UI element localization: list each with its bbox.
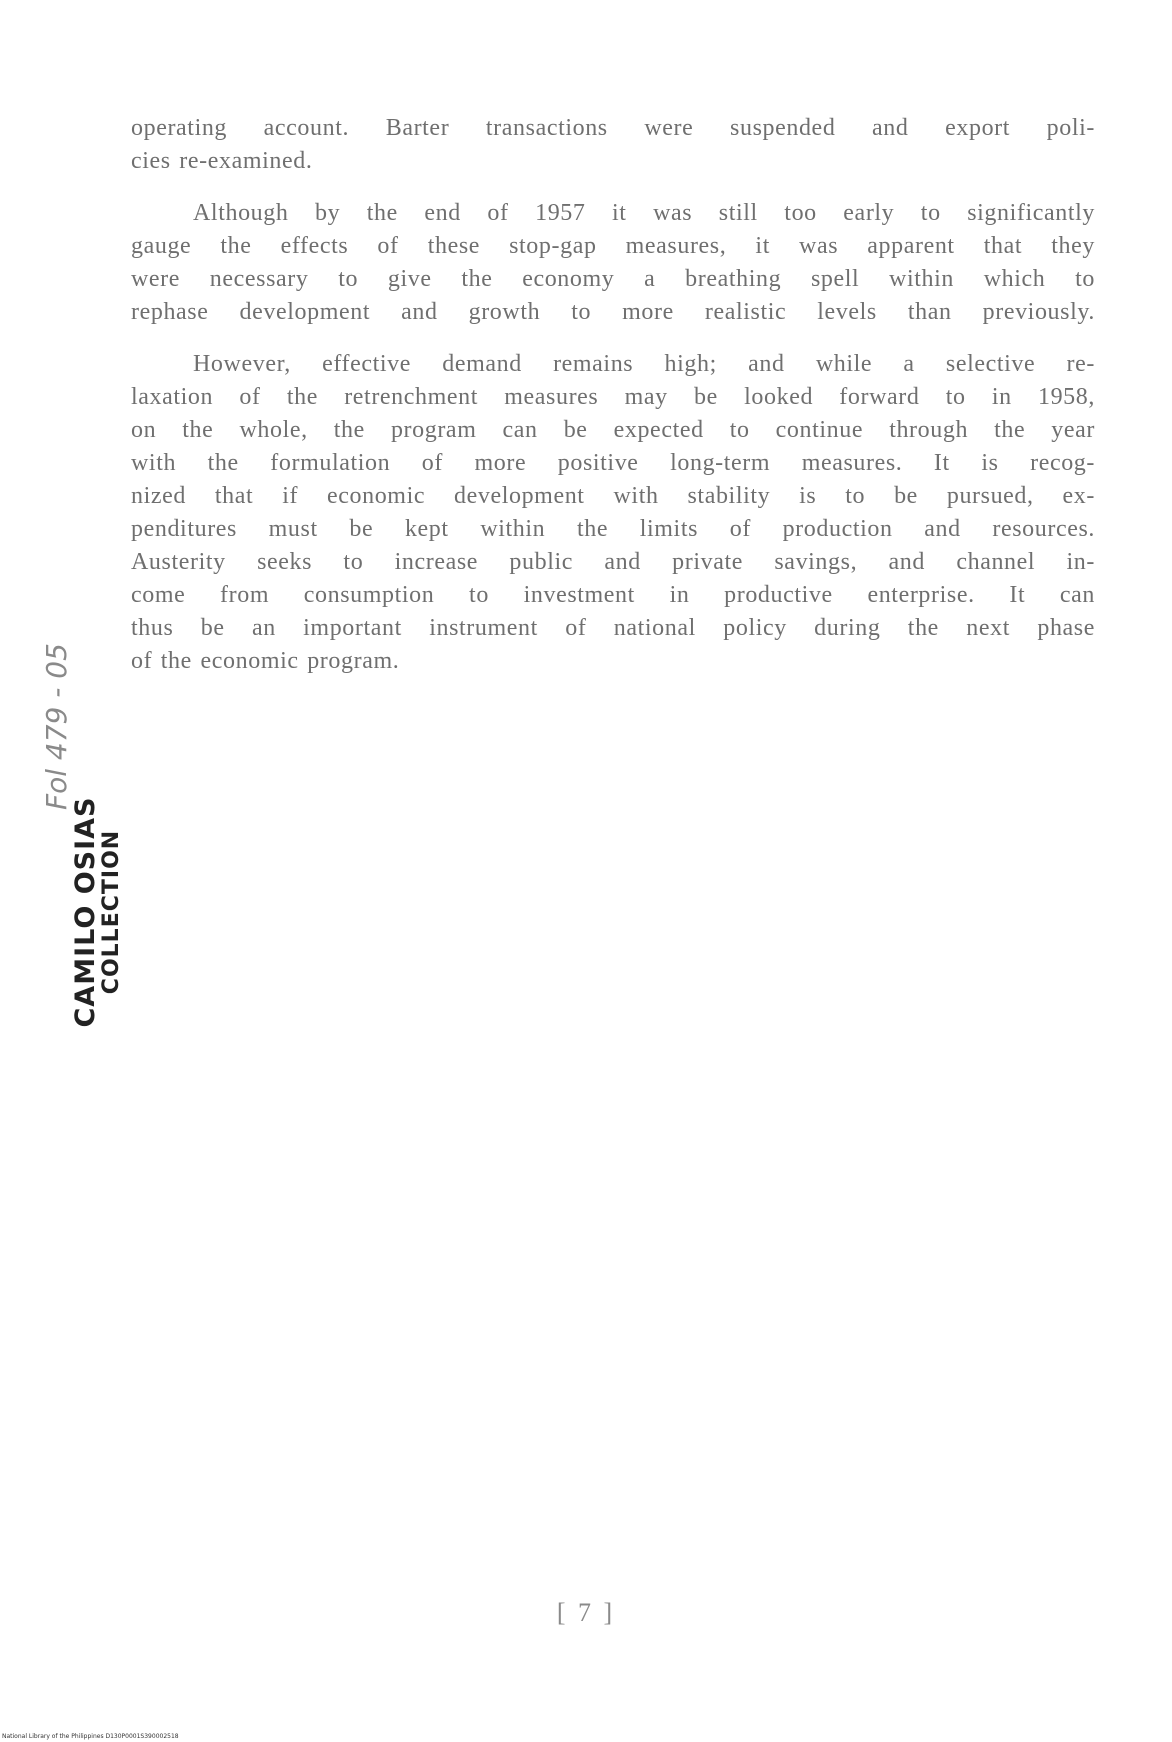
text-line: were necessary to give the economy a breathing spell within which to	[131, 266, 1095, 292]
stamp-line-1: CAMILO OSIAS	[70, 796, 101, 1028]
body-text	[131, 112, 1095, 678]
text-line: operating account. Barter transactions were suspended and export poli-	[131, 115, 1095, 141]
text-line: on the whole, the program can be expected to continue through the year	[131, 417, 1095, 443]
text-line: gauge the effects of these stop-gap measures, it was apparent that they	[131, 233, 1095, 259]
text-line: cies re-examined.	[131, 148, 313, 174]
archive-footer: National Library of the Philippines D130P0001S390002518	[2, 1733, 179, 1740]
handwritten-margin-note: Fol 479 - 05	[40, 643, 73, 810]
paragraph-2	[131, 197, 1095, 329]
paragraph-1	[131, 112, 1095, 178]
page-number: [ 7 ]	[556, 1598, 616, 1627]
text-line: laxation of the retrenchment measures may be looked forward to in 1958,	[131, 384, 1095, 410]
text-line: However, effective demand remains high; and while a selective re-	[193, 351, 1095, 377]
collection-stamp	[72, 792, 123, 1032]
text-line: come from consumption to investment in productive enterprise. It can	[131, 582, 1095, 608]
stamp-line-2: COLLECTION	[99, 829, 124, 995]
paragraph-3	[131, 348, 1095, 678]
text-line: nized that if economic development with stability is to be pursued, ex-	[131, 483, 1095, 509]
text-line: with the formulation of more positive long-term measures. It is recog-	[131, 450, 1095, 476]
text-line: Although by the end of 1957 it was still too early to significantly	[193, 200, 1095, 226]
text-line: Austerity seeks to increase public and private savings, and channel in-	[131, 549, 1095, 575]
text-line: penditures must be kept within the limits of production and resources.	[131, 516, 1095, 542]
text-line: of the economic program.	[131, 648, 400, 674]
text-line: thus be an important instrument of national policy during the next phase	[131, 615, 1095, 641]
text-line: rephase development and growth to more realistic levels than previously.	[131, 299, 1095, 325]
